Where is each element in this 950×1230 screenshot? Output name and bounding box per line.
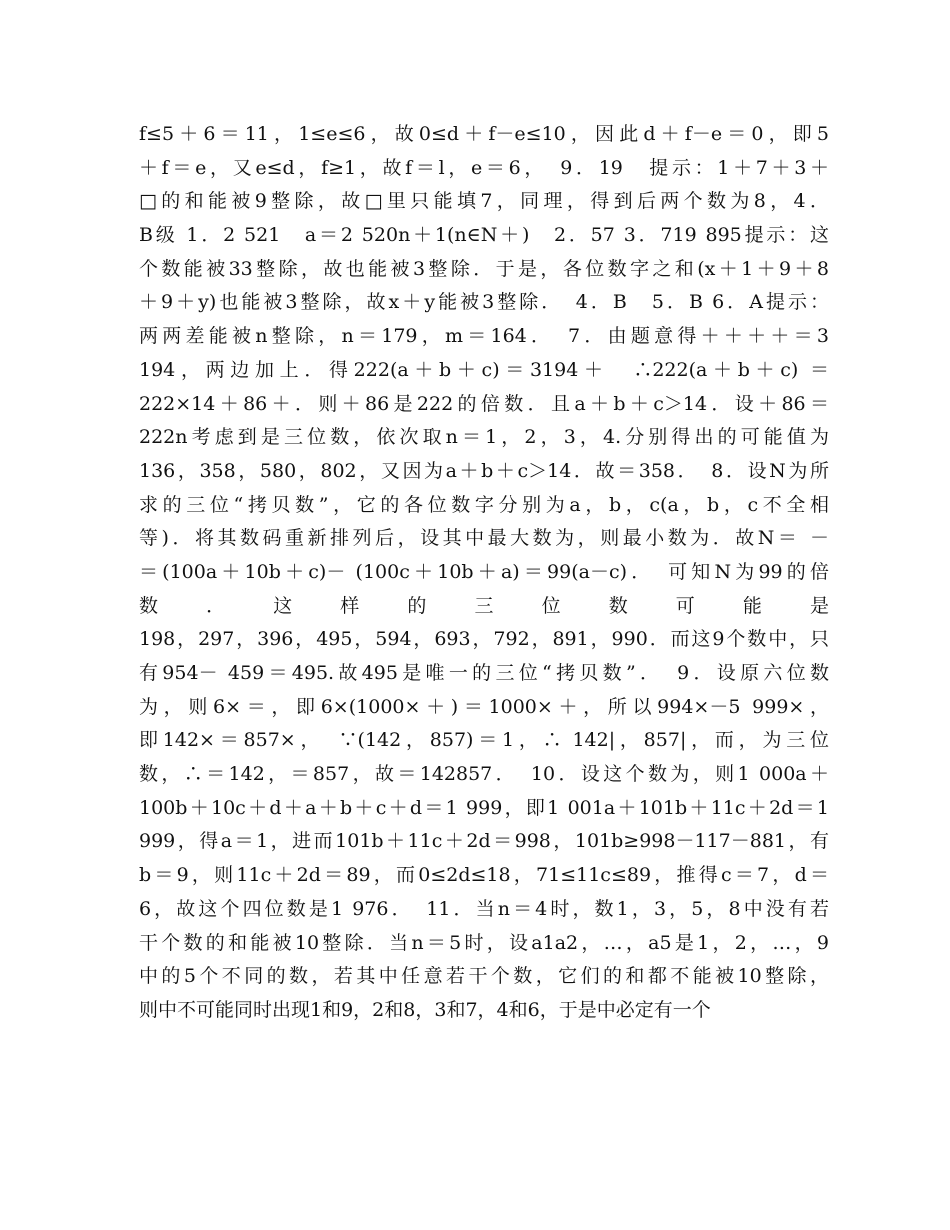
text-line: 等)．将其数码重新排列后，设其中最大数为，则最小数为．故N＝ － [139, 527, 829, 550]
text-line: 136，358，580，802，又因为a＋b＋c＞14．故＝358． 8．设N为所 [139, 459, 829, 482]
text-line: 个数能被33整除，故也能被3整除．于是，各位数字之和(x＋1＋9＋8 [139, 257, 829, 280]
text-line: 222×14＋86＋．则＋86是222的倍数．且a＋b＋c＞14．设＋86＝ [139, 392, 829, 415]
text-line: 999，得a＝1，进而101b＋11c＋2d＝998，101b≥998－117－881，有 [139, 830, 829, 853]
text-line: b＝9，则11c＋2d＝89，而0≤2d≤18，71≤11c≤89，推得c＝7，d＝ [139, 864, 829, 887]
text-line: 求的三位“拷贝数”，它的各位数字分别为a，b，c(a，b，c不全相 [139, 493, 829, 516]
text-line: ＋9＋y)也能被3整除，故x＋y能被3整除． 4．B 5．B 6．A提示： [139, 291, 829, 314]
text-line: B级 1．2 521 a＝2 520n＋1(n∈N＋) 2．57 3．719 895提示：这 [139, 224, 829, 247]
text-line: 6，故这个四位数是1 976． 11．当n＝4时，数1，3，5，8中没有若 [139, 897, 829, 920]
text-line: 即142×＝857×， ∵(142，857)＝1，∴ 142|，857|，而，为三位 [139, 729, 829, 752]
text-line: 222n考虑到是三位数，依次取n＝1，2，3，4.分别得出的可能值为 [139, 426, 829, 449]
text-line: ＋f＝e，又e≤d，f≥1，故f＝l，e＝6， 9．19 提示：1＋7＋3＋ [139, 156, 829, 179]
text-line: 198，297，396，495，594，693，792，891，990．而这9个数中，只 [139, 628, 829, 651]
text-line: ＝(100a＋10b＋c)－ (100c＋10b＋a)＝99(a－c)． 可知N为99的倍 [139, 560, 829, 583]
text-line: 则中不可能同时出现1和9，2和8，3和7，4和6，于是中必定有一个 [139, 998, 711, 1021]
text-line: 干个数的和能被10整除．当n＝5时，设a1a2，…，a5是1，2，…，9 [139, 931, 829, 954]
text-line: f≤5＋6＝11，1≤e≤6，故0≤d＋f－e≤10，因此d＋f－e＝0，即5 [139, 123, 829, 145]
text-line: 数，∴＝142，＝857，故＝142857． 10．设这个数为，则1 000a＋ [139, 763, 829, 786]
text-line: 两两差能被n整除，n＝179，m＝164． 7．由题意得＋＋＋＋＝3 [139, 325, 829, 348]
text-line: 为，则6×＝，即6×(1000×＋)＝1000×＋，所以994×－5 999×， [139, 695, 829, 718]
text-line: 有954－ 459＝495.故495是唯一的三位“拷贝数”． 9．设原六位数 [139, 662, 829, 684]
text-line: 100b＋10c＋d＋a＋b＋c＋d＝1 999，即1 001a＋101b＋11c＋2d＝1 [139, 796, 829, 819]
text-line: 数 ． 这 样 的 三 位 数 可 能 是 [139, 594, 829, 617]
text-line: 194，两边加上．得222(a＋b＋c)＝3194＋ ∴222(a＋b＋c) ＝ [139, 358, 829, 381]
text-line: 中的5个不同的数，若其中任意若干个数，它们的和都不能被10整除， [139, 965, 829, 988]
text-line: □的和能被9整除，故□里只能填7，同理，得到后两个数为8，4． [139, 190, 829, 213]
solution-text-block [139, 118, 829, 1028]
